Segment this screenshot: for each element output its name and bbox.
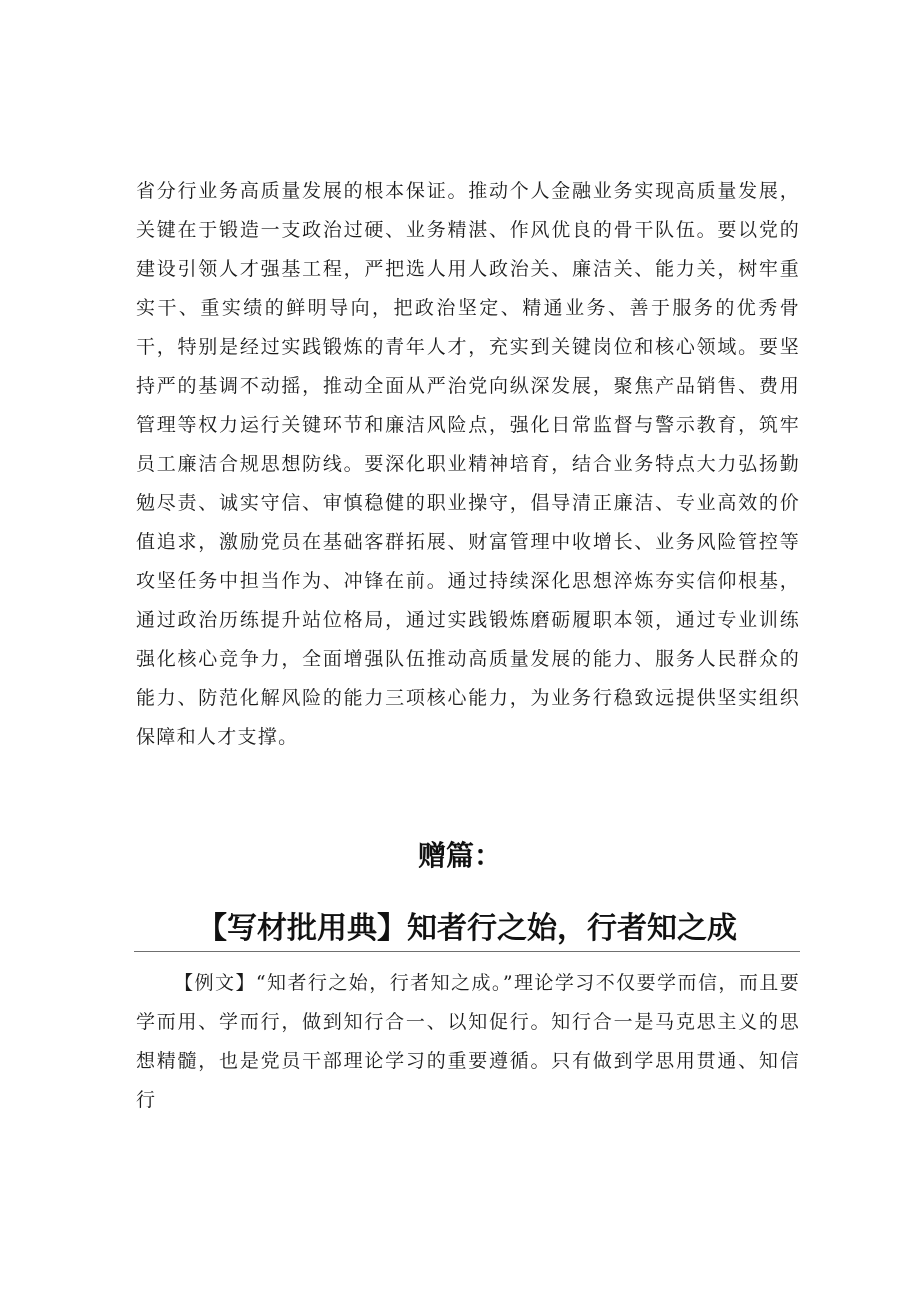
body-paragraph: 省分行业务高质量发展的根本保证。推动个人金融业务实现高质量发展，关键在于锻造一支政治过硬、业务精湛、作风优良的骨干队伍。要以党的建设引领人才强基工程，严把选人用人政治关、廉洁关、能力关，树牢重实干、重实绩的鲜明导向，把政治坚定、精通业务、善于服务的优秀骨干，特别是经过实践锻炼的青年人才，充实到关键岗位和核心领域。要坚持严的基调不动摇，推动全面从严治党向纵深发展，聚焦产品销售、费用管理等权力运行关键环节和廉洁风险点，强化日常监督与警示教育，筑牢员工廉洁合规思想防线。要深化职业精神培育，结合业务特点大力弘扬勤勉尽责、诚实守信、审慎稳健的职业操守，倡导清正廉洁、专业高效的价值追求，激励党员在基础客群拓展、财富管理中收增长、业务风险管控等攻坚任务中担当作为、冲锋在前。通过持续深化思想淬炼夯实信仰根基，通过政治历练提升站位格局，通过实践锻炼磨砺履职本领，通过专业训练强化核心竞争力，全面增强队伍推动高质量发展的能力、服务人民群众的能力、防范化解风险的能力三项核心能力，为业务行稳致远提供坚实组织保障和人才支撑。 bbox=[136, 180, 800, 748]
article-title: 【写材批用典】知者行之始，行者知之成 bbox=[197, 911, 737, 946]
bonus-heading: 赠篇： bbox=[417, 839, 502, 872]
title-underline-divider bbox=[134, 951, 800, 952]
example-paragraph-text: 【例文】“知者行之始，行者知之成。”理论学习不仅要学而信，而且要学而用、学而行，做到知行合一、以知促行。知行合一是马克思主义的思想精髓，也是党员干部理论学习的重要遵循。只有做到学思用贯通、知信行 bbox=[136, 972, 800, 1111]
example-paragraph bbox=[136, 964, 800, 1120]
